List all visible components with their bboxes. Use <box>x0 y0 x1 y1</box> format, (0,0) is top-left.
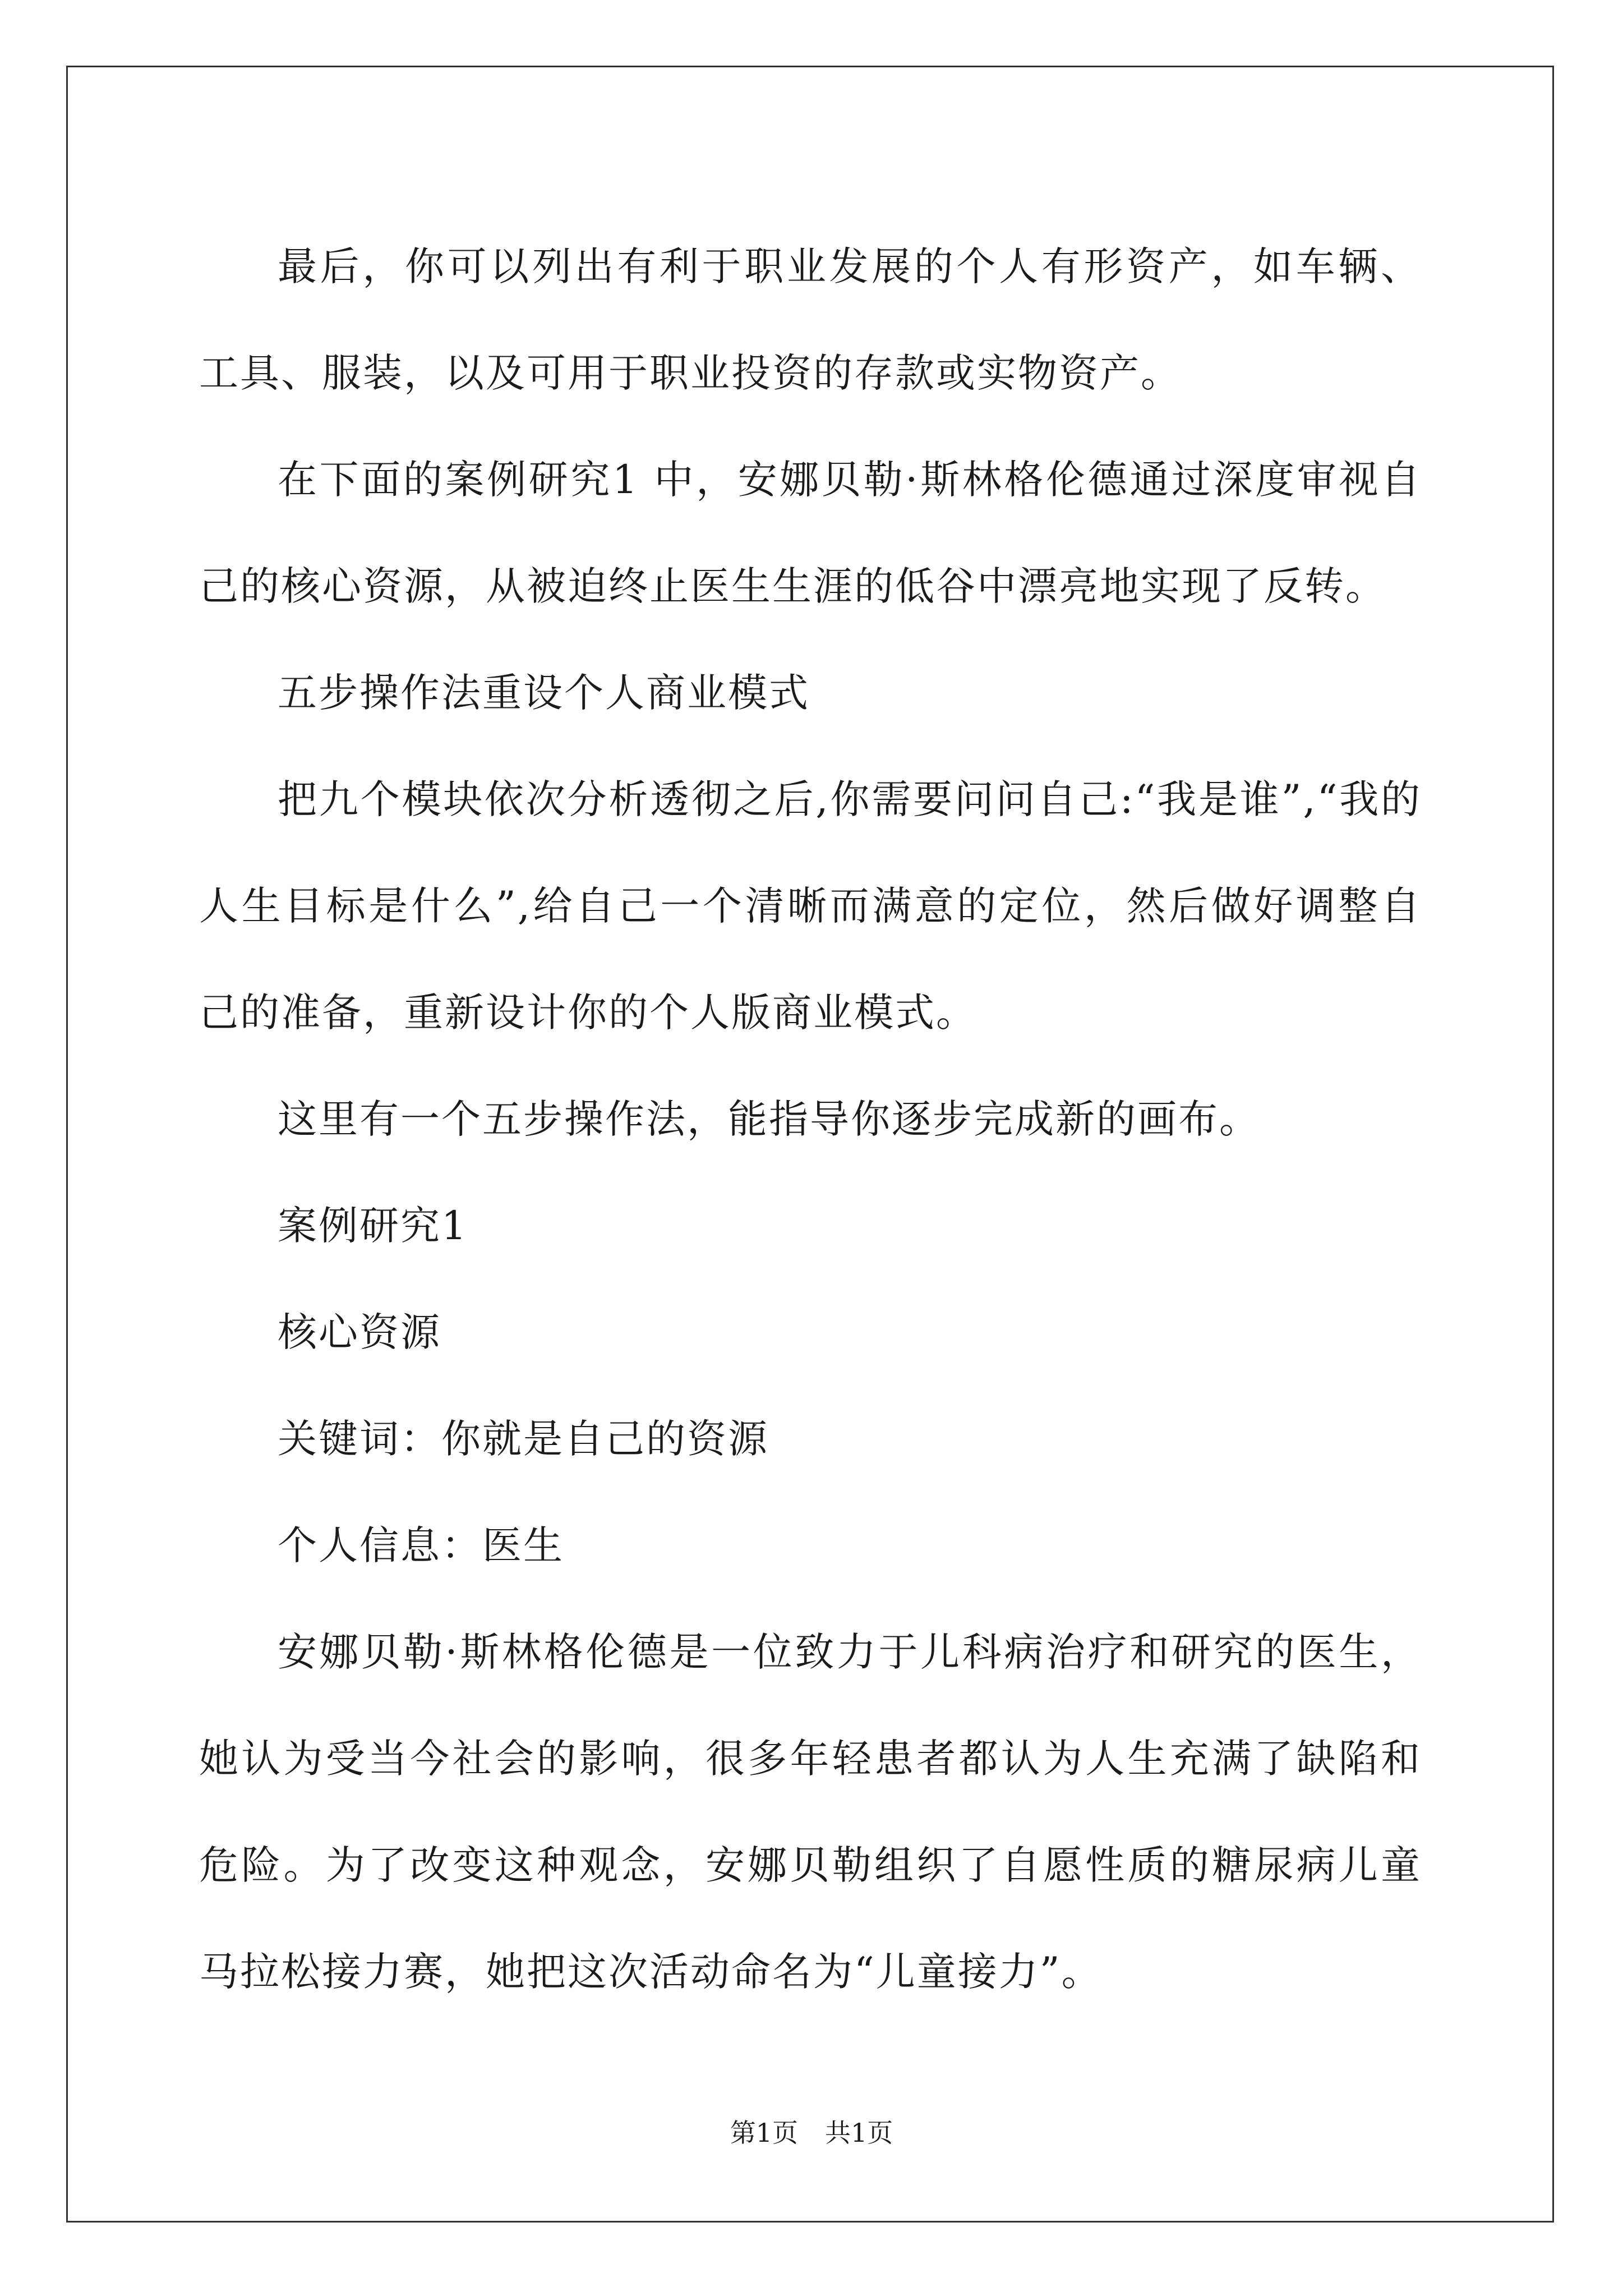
page-footer <box>0 2116 1623 2150</box>
page-total: 共1页 <box>825 2118 893 2148</box>
paragraph-nine-modules: 把九个模块依次分析透彻之后,你需要问问自己:“我是谁”,“我的人生目标是什么”,给自己一个清晰而满意的定位，然后做好调整自己的准备，重新设计你的个人版商业模式。 <box>199 776 1422 1036</box>
page-number: 第1页 <box>730 2118 798 2148</box>
keywords-line: 关键词：你就是自己的资源 <box>278 1416 769 1462</box>
document-body <box>199 213 1422 2025</box>
case-study-heading: 案例研究1 <box>278 1203 468 1249</box>
core-resources-heading: 核心资源 <box>278 1309 441 1355</box>
paragraph-case-intro: 在下面的案例研究1 中，安娜贝勒·斯林格伦德通过深度审视自己的核心资源，从被迫终止医生生涯的低谷中漂亮地实现了反转。 <box>199 457 1422 609</box>
paragraph-tangible-assets: 最后，你可以列出有利于职业发展的个人有形资产，如车辆、工具、服装，以及可用于职业投资的存款或实物资产。 <box>199 243 1422 396</box>
section-heading-five-steps: 五步操作法重设个人商业模式 <box>278 670 810 716</box>
paragraph-five-step-method: 这里有一个五步操作法，能指导你逐步完成新的画布。 <box>278 1096 1260 1142</box>
paragraph-annabelle-story: 安娜贝勒·斯林格伦德是一位致力于儿科病治疗和研究的医生，她认为受当今社会的影响，很多年轻患者都认为人生充满了缺陷和危险。为了改变这种观念，安娜贝勒组织了自愿性质的糖尿病儿童马拉松接力赛，她把这次活动命名为“儿童接力”。 <box>199 1629 1422 1995</box>
personal-info-line: 个人信息：医生 <box>278 1522 564 1568</box>
